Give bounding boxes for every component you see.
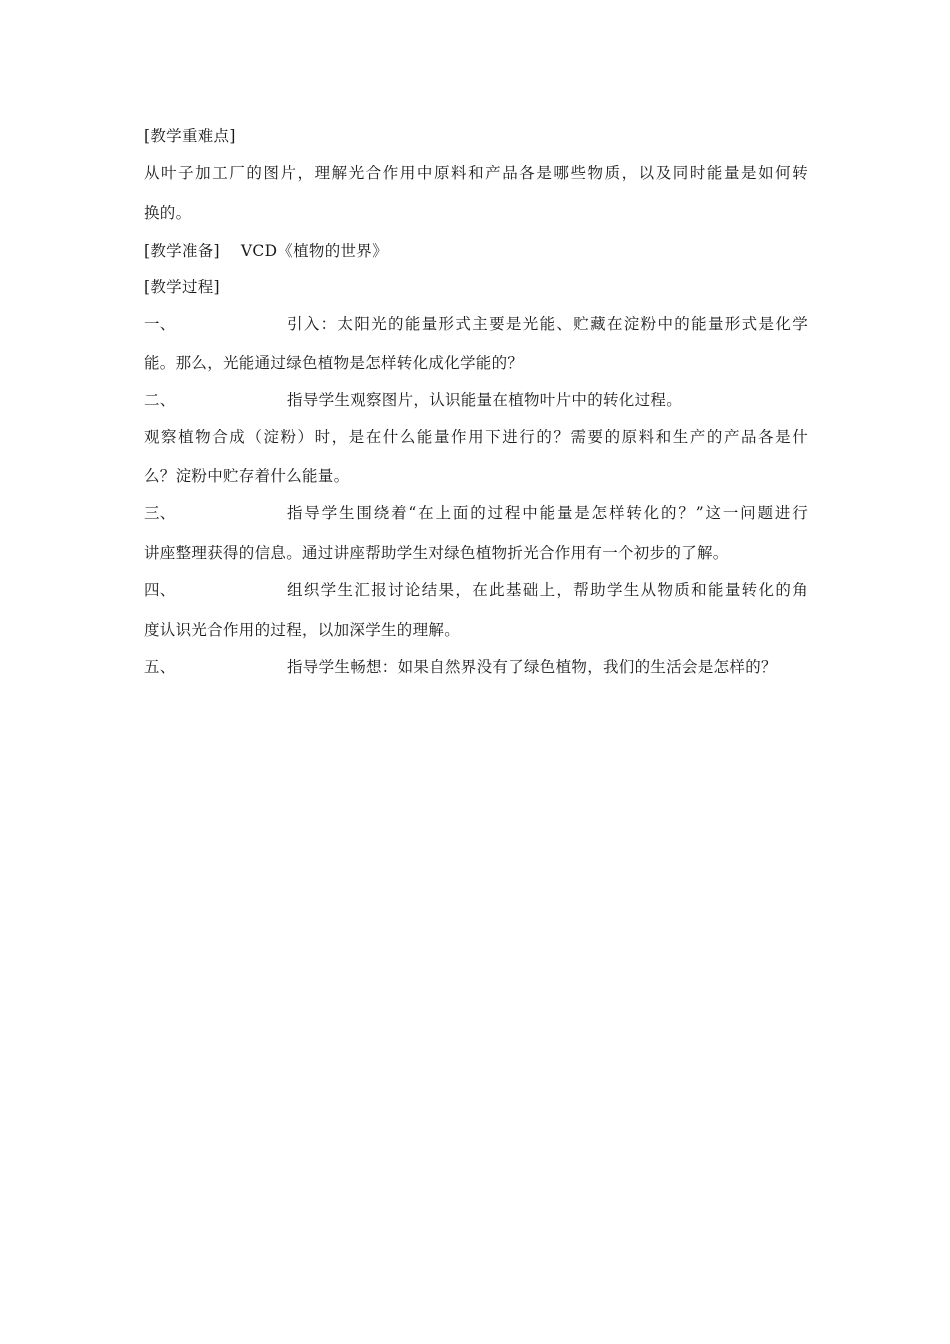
step-4-number: 四、 <box>144 581 176 599</box>
step-5-text: 指导学生畅想：如果自然界没有了绿色植物，我们的生活会是怎样的？ <box>287 658 777 676</box>
step-1-line-1 <box>144 314 808 334</box>
step-5-number: 五、 <box>144 658 176 676</box>
step-4-line-1 <box>144 580 808 600</box>
key-points-line-2: 换的。 <box>144 204 192 222</box>
step-2-text: 指导学生观察图片，认识能量在植物叶片中的转化过程。 <box>287 391 683 409</box>
key-points-heading: [教学重难点] <box>144 127 236 145</box>
key-points-line-1: 从叶子加工厂的图片，理解光合作用中原料和产品各是哪些物质，以及同时能量是如何转 <box>144 164 808 182</box>
step-2-line-3: 么？淀粉中贮存着什么能量。 <box>144 467 350 485</box>
step-2-number: 二、 <box>144 391 176 409</box>
step-3-line-2: 讲座整理获得的信息。通过讲座帮助学生对绿色植物折光合作用有一个初步的了解。 <box>144 544 729 562</box>
step-2-line-2: 观察植物合成（淀粉）时，是在什么能量作用下进行的？需要的原料和生产的产品各是什 <box>144 428 808 446</box>
step-1-text: 引入：太阳光的能量形式主要是光能、贮藏在淀粉中的能量形式是化学 <box>287 315 808 333</box>
process-heading: [教学过程] <box>144 278 220 296</box>
step-4-line-2: 度认识光合作用的过程，以加深学生的理解。 <box>144 621 461 639</box>
step-3-line-1 <box>144 503 808 523</box>
step-3-text: 指导学生围绕着“在上面的过程中能量是怎样转化的？”这一问题进行 <box>287 504 808 522</box>
step-3-number: 三、 <box>144 504 176 522</box>
preparation-line: [教学准备] VCD《植物的世界》 <box>144 242 388 260</box>
step-1-number: 一、 <box>144 315 176 333</box>
step-1-line-2: 能。那么，光能通过绿色植物是怎样转化成化学能的？ <box>144 354 524 372</box>
step-5-line-1 <box>144 657 808 677</box>
step-2-line-1 <box>144 390 808 410</box>
step-4-text: 组织学生汇报讨论结果，在此基础上，帮助学生从物质和能量转化的角 <box>287 581 808 599</box>
